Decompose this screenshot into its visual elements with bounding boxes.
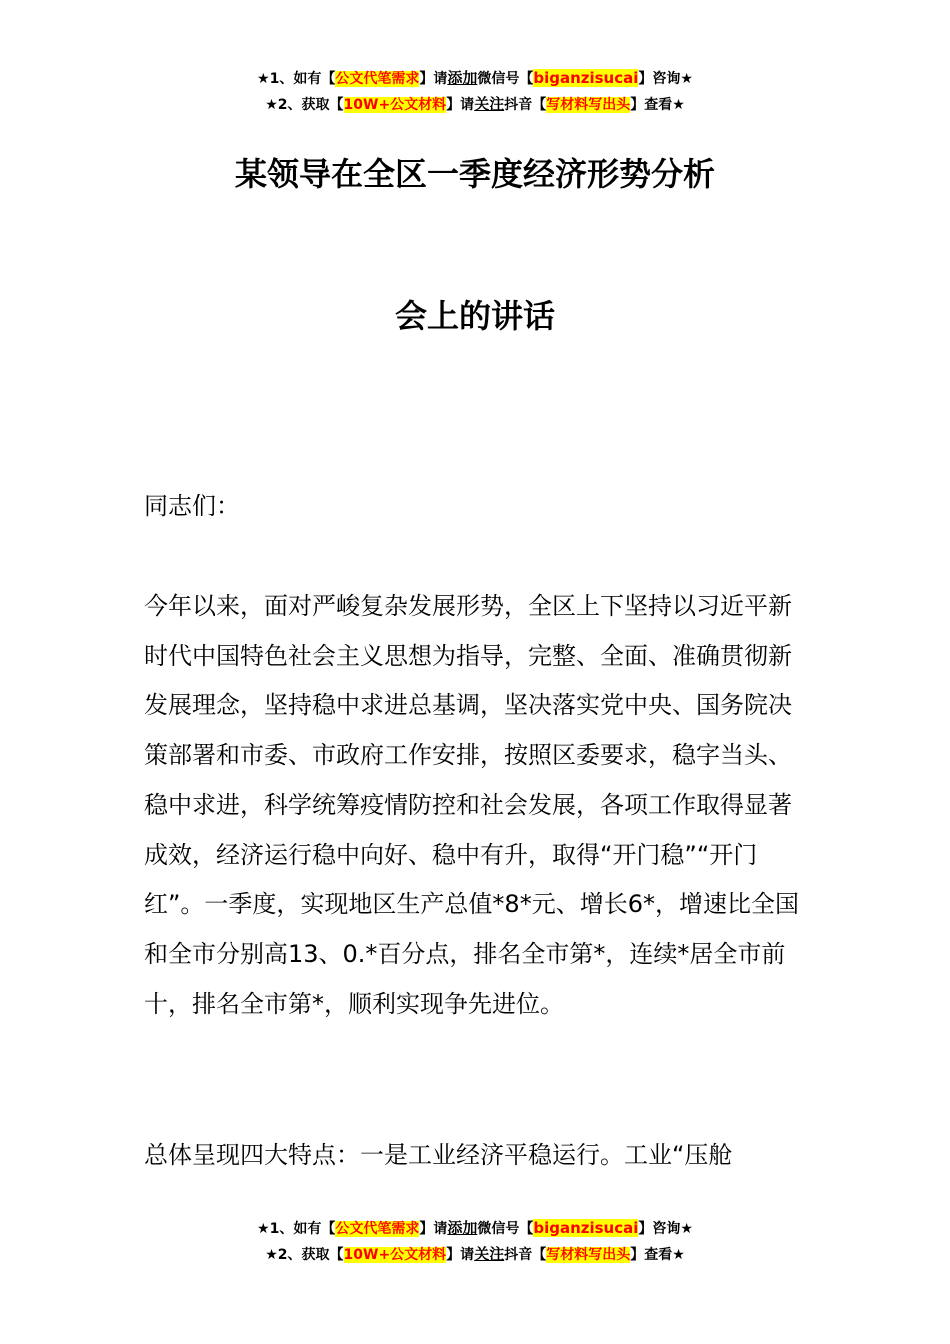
- banner-text: 微信号【: [477, 71, 534, 87]
- banner-line-1: [0, 66, 950, 92]
- service-highlight: 公文代笔需求: [335, 1221, 420, 1237]
- header-banner: [0, 66, 950, 118]
- document-title-line-1: 某领导在全区一季度经济形势分析: [234, 155, 715, 193]
- banner-text: 抖音【: [504, 1247, 547, 1263]
- salutation: 同志们：: [144, 492, 240, 520]
- banner-line-1: [0, 1216, 950, 1242]
- banner-text: 】请: [446, 1247, 475, 1263]
- banner-text: 抖音【: [504, 97, 547, 113]
- paragraph-1: 今年以来，面对严峻复杂发展形势，全区上下坚持以习近平新时代中国特色社会主义思想为指导，完整、全面、准确贯彻新发展理念，坚持稳中求进总基调，坚决落实党中央、国务院决策部署和市委、市政府工作安排，按照区委要求，稳字当头、稳中求进，科学统筹疫情防控和社会发展，各项工作取得显著成效，经济运行稳中向好、稳中有升，取得“开门稳”“开门红”。一季度，实现地区生产总值*8*元、增长6*，增速比全国和全市分别高13、0.*百分点，排名全市第*，连续*居全市前十，排名全市第*，顺利实现争先进位。: [144, 592, 799, 1018]
- banner-text: ★2、获取【: [265, 1247, 344, 1263]
- banner-text: ★1、如有【: [257, 1221, 336, 1237]
- material-highlight: 10W+公文材料: [343, 97, 447, 113]
- follow-emphasis: 关注: [474, 95, 505, 113]
- service-highlight: 公文代笔需求: [335, 71, 420, 87]
- material-highlight: 10W+公文材料: [343, 1247, 447, 1263]
- paragraph-2: 总体呈现四大特点：一是工业经济平稳运行。工业“压舱: [144, 1141, 733, 1169]
- douyin-highlight: 写材料写出头: [546, 97, 631, 113]
- banner-text: 】请: [419, 1221, 448, 1237]
- follow-emphasis: 关注: [474, 1245, 505, 1263]
- add-emphasis: 添加: [447, 69, 478, 87]
- banner-text: 】咨询★: [638, 71, 693, 87]
- wechat-id-highlight: biganzisucai: [533, 1219, 639, 1237]
- banner-text: 微信号【: [477, 1221, 534, 1237]
- banner-text: 】咨询★: [638, 1221, 693, 1237]
- add-emphasis: 添加: [447, 1219, 478, 1237]
- banner-line-2: [0, 1242, 950, 1268]
- banner-text: 】查看★: [630, 97, 685, 113]
- banner-text: 】请: [446, 97, 475, 113]
- banner-text: ★1、如有【: [257, 71, 336, 87]
- banner-text: ★2、获取【: [265, 97, 344, 113]
- document-title-line-2: 会上的讲话: [394, 297, 555, 335]
- banner-line-2: [0, 92, 950, 118]
- banner-text: 】查看★: [630, 1247, 685, 1263]
- footer-banner: [0, 1216, 950, 1268]
- wechat-id-highlight: biganzisucai: [533, 69, 639, 87]
- douyin-highlight: 写材料写出头: [546, 1247, 631, 1263]
- banner-text: 】请: [419, 71, 448, 87]
